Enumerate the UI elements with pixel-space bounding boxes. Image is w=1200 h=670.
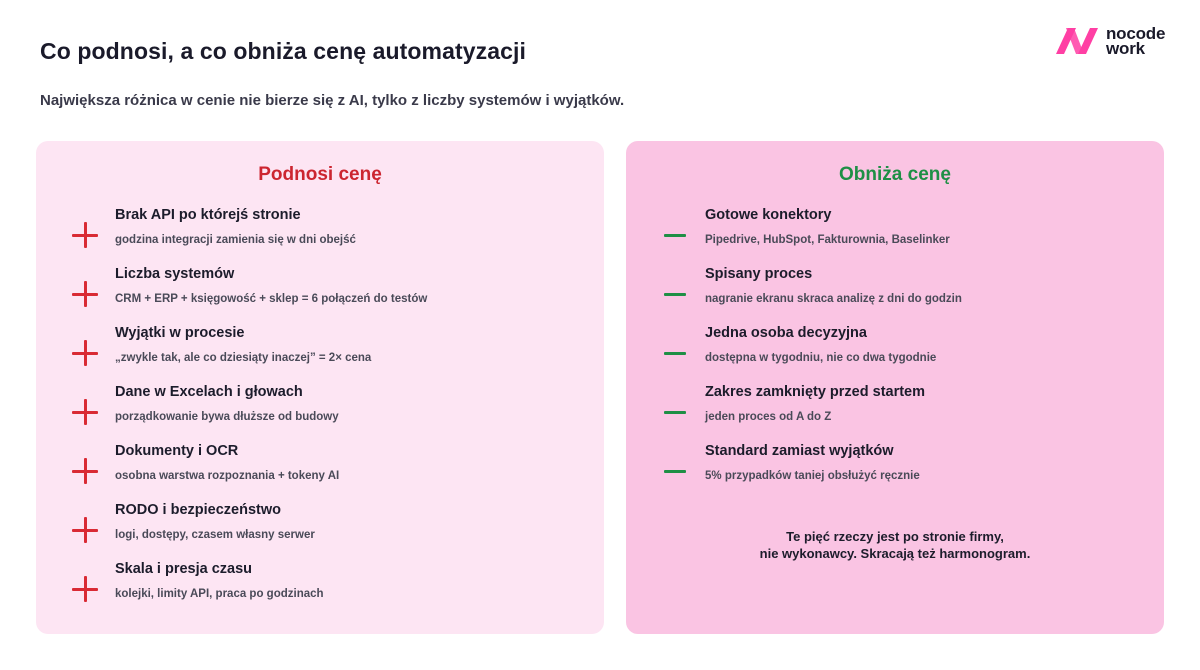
plus-icon	[72, 399, 98, 425]
decreases-note	[626, 528, 1164, 562]
increase-item-desc: CRM + ERP + księgowość + sklep = 6 połączeń do testów	[115, 293, 428, 305]
increase-item-desc: kolejki, limity API, praca po godzinach	[115, 588, 324, 600]
increase-item-title: Brak API po którejś stronie	[115, 207, 301, 223]
minus-icon	[662, 281, 688, 307]
increase-item-title: Wyjątki w procesie	[115, 325, 245, 341]
increase-item-desc: godzina integracji zamienia się w dni obejść	[115, 234, 356, 246]
plus-icon	[72, 458, 98, 484]
increase-item	[36, 266, 604, 318]
increase-item	[36, 502, 604, 554]
note-line-2: nie wykonawcy. Skracają też harmonogram.	[759, 546, 1031, 561]
logo-line-2: work	[1106, 39, 1145, 58]
increase-item-desc: osobna warstwa rozpoznania + tokeny AI	[115, 470, 340, 482]
increase-item	[36, 561, 604, 613]
decrease-item-desc: 5% przypadków taniej obsłużyć ręcznie	[705, 470, 920, 482]
minus-icon	[662, 222, 688, 248]
decrease-item	[626, 325, 1164, 377]
increase-item	[36, 384, 604, 436]
increases-heading: Podnosi cenę	[258, 164, 382, 185]
minus-icon	[662, 340, 688, 366]
page-title: Co podnosi, a co obniża cenę automatyzacji	[40, 38, 527, 64]
minus-icon	[662, 458, 688, 484]
decrease-item-desc: Pipedrive, HubSpot, Fakturownia, Baselinker	[705, 234, 950, 246]
decrease-item-title: Spisany proces	[705, 266, 813, 282]
decrease-item	[626, 266, 1164, 318]
plus-icon	[72, 576, 98, 602]
increase-item	[36, 443, 604, 495]
increase-item-title: Dane w Excelach i głowach	[115, 384, 303, 400]
increase-item-title: Skala i presja czasu	[115, 561, 253, 577]
plus-icon	[72, 340, 98, 366]
decrease-item-title: Standard zamiast wyjątków	[705, 443, 894, 459]
decrease-item-desc: jeden proces od A do Z	[705, 411, 832, 423]
increase-item-title: RODO i bezpieczeństwo	[115, 502, 281, 518]
decreases-heading: Obniża cenę	[839, 164, 951, 185]
plus-icon	[72, 281, 98, 307]
decrease-item	[626, 443, 1164, 495]
decrease-item	[626, 384, 1164, 436]
nocode-logo-icon	[1056, 26, 1100, 56]
plus-icon	[72, 222, 98, 248]
decrease-item	[626, 207, 1164, 259]
increase-item-title: Liczba systemów	[115, 266, 235, 282]
decrease-item-title: Gotowe konektory	[705, 207, 832, 223]
decrease-item-title: Zakres zamknięty przed startem	[705, 384, 926, 400]
increase-item	[36, 207, 604, 259]
logo-wordmark	[1106, 26, 1165, 56]
increase-item-title: Dokumenty i OCR	[115, 443, 239, 459]
plus-icon	[72, 517, 98, 543]
minus-icon	[662, 399, 688, 425]
logo-line-1: nocode	[1106, 24, 1166, 43]
increases-panel	[36, 141, 604, 634]
note-line-1: Te pięć rzeczy jest po stronie firmy,	[786, 529, 1004, 544]
decrease-item-desc: nagranie ekranu skraca analizę z dni do godzin	[705, 293, 962, 305]
decrease-item-title: Jedna osoba decyzyjna	[705, 325, 867, 341]
increase-item-desc: „zwykle tak, ale co dziesiąty inaczej” = 2× cena	[115, 352, 372, 364]
increase-item-desc: logi, dostępy, czasem własny serwer	[115, 529, 315, 541]
increase-item	[36, 325, 604, 377]
page-subtitle: Największa różnica w cenie nie bierze się z AI, tylko z liczby systemów i wyjątków.	[40, 92, 625, 109]
decreases-panel	[626, 141, 1164, 634]
increase-item-desc: porządkowanie bywa dłuższe od budowy	[115, 411, 339, 423]
decrease-item-desc: dostępna w tygodniu, nie co dwa tygodnie	[705, 352, 937, 364]
nocode-work-logo	[1056, 26, 1165, 56]
